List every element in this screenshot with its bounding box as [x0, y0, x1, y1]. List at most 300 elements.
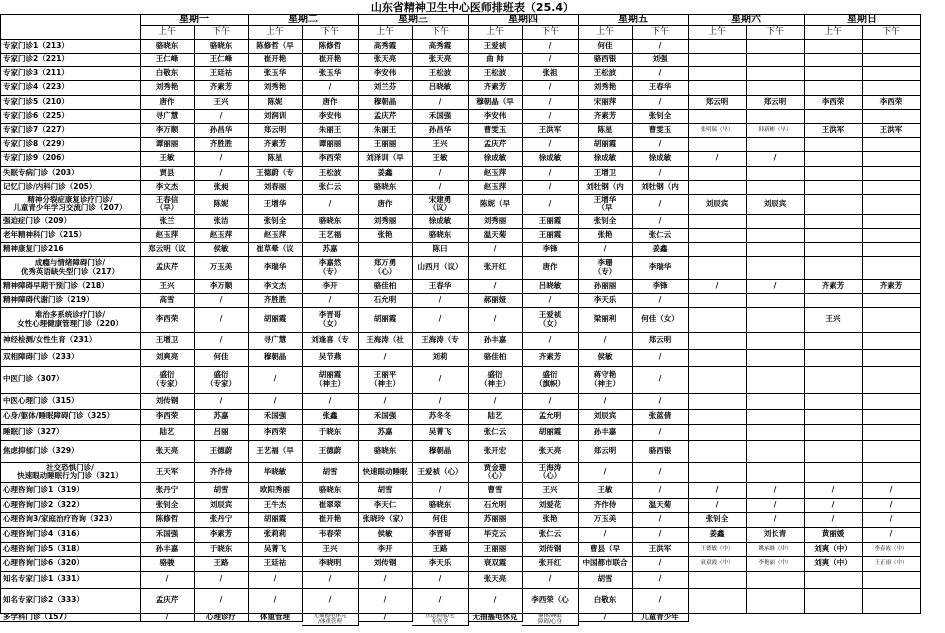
schedule-cell: 刘逢喜（专 [302, 332, 359, 350]
row-label: 多学科门诊（157） [0, 613, 141, 622]
schedule-cell: / [632, 349, 689, 367]
schedule-cell: 曲 帅 [468, 53, 523, 67]
schedule-cell: 徐成敏 [412, 214, 469, 229]
schedule-cell: 张天亮 [358, 53, 413, 67]
schedule-cell: / [862, 482, 921, 499]
schedule-cell [804, 571, 863, 589]
schedule-cell: 苏嘉 [194, 409, 249, 425]
schedule-cell: 李西荣 [804, 95, 863, 110]
schedule-cell [746, 293, 805, 308]
schedule-cell [862, 256, 921, 280]
half-header-pm: 下午 [194, 25, 249, 40]
day-header: 星期五 [578, 14, 689, 26]
schedule-cell: 王兴 [804, 307, 863, 333]
row-label: 老年精神科门诊（215） [0, 228, 141, 243]
half-header-am: 上午 [248, 25, 303, 40]
schedule-cell: / [412, 482, 469, 499]
schedule-cell: 李开 [358, 542, 413, 557]
schedule-cell [804, 349, 863, 367]
schedule-cell: / [468, 279, 523, 294]
schedule-cell: 孙昌华 [412, 123, 469, 138]
schedule-cell: 刘秀丽 [358, 214, 413, 229]
schedule-cell: 陈曰 [412, 242, 469, 257]
schedule-cell: 王德蔚 [302, 440, 359, 463]
schedule-cell: 吴菁飞 [248, 542, 303, 557]
schedule-cell: 寻广慧 [248, 332, 303, 350]
schedule-cell: 吴菁飞 [412, 424, 469, 441]
schedule-cell: 张丹宁 [140, 482, 195, 499]
schedule-cell: / [412, 366, 469, 394]
schedule-cell: 张开红 [468, 256, 523, 280]
schedule-cell [862, 109, 921, 124]
schedule-cell: / [522, 39, 579, 54]
schedule-cell: 侯敏 [578, 349, 633, 367]
schedule-cell: 刘传钢 [358, 556, 413, 572]
schedule-cell: 骆晓东 [412, 228, 469, 243]
schedule-cell: 齐作侍 [194, 462, 249, 483]
schedule-cell: 王正雨（中） [862, 556, 921, 572]
schedule-cell: / [632, 588, 689, 614]
sheet-title: 山东省精神卫生中心医师排班表（25.4） [370, 1, 575, 14]
row-label: 心理咨询3/家庭治疗咨询（323） [0, 512, 141, 528]
schedule-cell [746, 393, 805, 410]
schedule-cell: 王廷祜 [194, 66, 249, 81]
schedule-cell: 李天仁 [358, 498, 413, 513]
schedule-cell: 朱丽王 [302, 123, 359, 138]
schedule-cell: 胡雪 [302, 462, 359, 483]
schedule-cell: 于晓东 [302, 424, 359, 441]
half-header-pm: 下午 [632, 25, 689, 40]
schedule-cell [804, 228, 863, 243]
schedule-cell: 赵玉萍 [248, 228, 303, 243]
schedule-cell: 胡雪 [358, 482, 413, 499]
schedule-cell: 齐素芳 [522, 349, 579, 367]
schedule-cell [804, 242, 863, 257]
schedule-cell: / [862, 527, 921, 543]
schedule-cell: / [632, 393, 689, 410]
schedule-cell: 张钊全 [578, 214, 633, 229]
schedule-cell [862, 180, 921, 195]
schedule-cell: / [522, 80, 579, 96]
schedule-cell: 刘长青 [746, 527, 805, 543]
row-label: 中医门诊（307） [0, 366, 141, 394]
row-label: 专家门诊3（211） [0, 66, 141, 81]
schedule-cell: / [746, 151, 805, 167]
schedule-cell [746, 571, 805, 589]
row-label: 专家门诊6（225） [0, 109, 141, 124]
schedule-cell [688, 109, 747, 124]
schedule-cell: 王敏 [412, 151, 469, 167]
schedule-cell: / [522, 332, 579, 350]
schedule-cell [804, 256, 863, 280]
schedule-cell: 何佳 [578, 39, 633, 54]
schedule-cell: 万玉美 [194, 256, 249, 280]
schedule-cell: / [194, 109, 249, 124]
half-header-pm: 下午 [522, 25, 579, 40]
schedule-cell: 刘传钢 [140, 393, 195, 410]
schedule-cell: 穆朝晶（早 [468, 95, 523, 110]
schedule-cell: 陈修哲（早 [248, 39, 303, 54]
schedule-cell: 王路 [194, 556, 249, 572]
schedule-cell: / [632, 39, 689, 54]
schedule-cell: / [194, 588, 249, 614]
schedule-cell: 宋丽萍 [578, 95, 633, 110]
schedule-cell [746, 332, 805, 350]
schedule-cell: 李锋 [632, 279, 689, 294]
schedule-cell: 毕克云 [468, 527, 523, 543]
schedule-cell: 王仁峰 [140, 53, 195, 67]
schedule-cell [862, 307, 921, 333]
schedule-cell: / [358, 613, 413, 622]
schedule-cell: / [632, 293, 689, 308]
schedule-cell: 王爱祯 [468, 39, 523, 54]
row-label: 社交恐惧门诊/ 快速眼动睡眠行为门诊（321） [0, 462, 141, 483]
row-label: 成瘾与情绪障碍门诊/ 优秀英语缺失型门诊（217） [0, 256, 141, 280]
schedule-cell: 陈妮 [194, 194, 249, 215]
schedule-cell [688, 242, 747, 257]
schedule-cell: / [522, 109, 579, 124]
schedule-cell: / [632, 571, 689, 589]
day-header: 星期四 [468, 14, 579, 26]
schedule-cell: 王丽霞 [522, 214, 579, 229]
row-label: 专家门诊5（210） [0, 95, 141, 110]
schedule-cell: 孙丰嘉 [578, 424, 633, 441]
schedule-cell: 梁丽利 [578, 307, 633, 333]
schedule-cell: 王洪军 [804, 123, 863, 138]
schedule-cell: / [358, 588, 413, 614]
schedule-cell: 骆晓东 [194, 39, 249, 54]
schedule-cell: 孟庆芹 [358, 109, 413, 124]
schedule-cell [862, 66, 921, 81]
schedule-cell [804, 440, 863, 463]
schedule-cell: 李文杰 [248, 279, 303, 294]
schedule-cell: 刘春丽 [248, 180, 303, 195]
schedule-cell: 骆晓东 [302, 482, 359, 499]
schedule-cell: 崔开艳 [302, 512, 359, 528]
schedule-cell: / [632, 66, 689, 81]
schedule-cell: 曹雯玉 [468, 123, 523, 138]
schedule-cell: / [522, 571, 579, 589]
schedule-cell: 张钊全 [248, 214, 303, 229]
schedule-cell: 山西月（议） [412, 256, 469, 280]
schedule-cell: 李西荣 [140, 307, 195, 333]
schedule-cell: / [358, 349, 413, 367]
schedule-cell: 吕晓敏 [412, 80, 469, 96]
row-label: 记忆门诊/内科门诊（205） [0, 180, 141, 195]
row-label: 精神障碍代谢门诊（219） [0, 293, 141, 308]
schedule-cell: 骆晓东 [358, 180, 413, 195]
schedule-cell: 衰双霞（中） [688, 556, 747, 572]
schedule-cell: 孙丽丽 [578, 279, 633, 294]
schedule-cell: 胡丽霞 [248, 512, 303, 528]
schedule-cell: 李春霞（中） [862, 542, 921, 557]
schedule-cell: / [522, 53, 579, 67]
schedule-cell: 刘牡钢（内 [632, 180, 689, 195]
schedule-cell: 穆朝晶 [412, 440, 469, 463]
schedule-cell: 胡雪 [578, 571, 633, 589]
schedule-cell: 寻广慧 [140, 109, 195, 124]
schedule-cell [804, 588, 863, 614]
schedule-cell: 赵玉萍 [468, 180, 523, 195]
schedule-cell: 孟庆芹 [468, 137, 523, 152]
row-label: 知名专家门诊2（333） [0, 588, 141, 614]
schedule-cell: 禾国强 [248, 409, 303, 425]
schedule-cell: 禾国强 [140, 527, 195, 543]
schedule-cell: 陈修哲 [302, 39, 359, 54]
schedule-cell [804, 332, 863, 350]
schedule-cell: 王丽霞 [522, 228, 579, 243]
row-label: 难治多系统诊疗门诊/ 女性心理健康管理门诊（220） [0, 307, 141, 333]
schedule-cell: 王洪军 [522, 123, 579, 138]
schedule-cell [862, 424, 921, 441]
schedule-cell: / [522, 293, 579, 308]
schedule-cell: 刘秀艳 [248, 80, 303, 96]
schedule-cell: 齐胜胜 [248, 293, 303, 308]
schedule-cell: 孙丰嘉 [468, 332, 523, 350]
schedule-cell: / [412, 571, 469, 589]
schedule-cell: 张莉莉 [248, 527, 303, 543]
row-label: 焦虑抑郁门诊（329） [0, 440, 141, 463]
schedule-cell: 心理诊疗 [194, 613, 249, 622]
schedule-cell: 张开宏 [468, 440, 523, 463]
schedule-cell: / [578, 393, 633, 410]
row-label: 心身/躯体/睡眠障碍门诊（325） [0, 409, 141, 425]
schedule-cell: 刘辰宾 [746, 194, 805, 215]
schedule-cell [862, 151, 921, 167]
schedule-cell: 王兴 [522, 482, 579, 499]
schedule-cell [862, 39, 921, 54]
schedule-cell [746, 409, 805, 425]
schedule-cell: 张钊全 [140, 498, 195, 513]
schedule-cell [688, 462, 747, 483]
schedule-cell: 王增华 （早 [578, 194, 633, 215]
day-header: 星期三 [358, 14, 469, 26]
schedule-cell: 李晋哥 [412, 527, 469, 543]
schedule-cell [746, 180, 805, 195]
half-header-am: 上午 [688, 25, 747, 40]
schedule-cell: 焦虑抑郁/老 年医学 [412, 613, 469, 626]
schedule-cell: 石允明 [468, 498, 523, 513]
schedule-cell [862, 588, 921, 614]
schedule-cell: 胡丽霞 [358, 307, 413, 333]
schedule-cell: 王海涛 （心） [522, 462, 579, 483]
schedule-cell [862, 440, 921, 463]
schedule-cell: / [302, 80, 359, 96]
schedule-cell: 躯体/睡眠 障碍/心身 [522, 613, 579, 626]
schedule-cell [862, 366, 921, 394]
half-header-am: 上午 [804, 25, 863, 40]
schedule-cell: / [194, 393, 249, 410]
schedule-cell: 徐成敏 [578, 151, 633, 167]
schedule-cell: 苏嘉 [358, 424, 413, 441]
schedule-cell: 骆西银 [632, 440, 689, 463]
schedule-cell: 李西荣 [862, 95, 921, 110]
schedule-cell: / [804, 512, 863, 528]
schedule-cell: 骆佳柏 [358, 279, 413, 294]
schedule-cell [688, 53, 747, 67]
schedule-cell: 张天亮 [412, 53, 469, 67]
schedule-cell: / [302, 194, 359, 215]
schedule-cell: / [248, 571, 303, 589]
schedule-cell [804, 409, 863, 425]
schedule-cell: 刘秀艳 [578, 80, 633, 96]
schedule-cell [804, 214, 863, 229]
schedule-cell: 王敏 [140, 151, 195, 167]
schedule-cell: 王春华 [412, 279, 469, 294]
schedule-cell: 何佳 [412, 512, 469, 528]
schedule-cell: 于晓东 [194, 542, 249, 557]
schedule-cell: / [412, 293, 469, 308]
schedule-cell: 胡雪 [194, 482, 249, 499]
schedule-cell [804, 53, 863, 67]
schedule-cell: / [632, 166, 689, 181]
schedule-cell: 何佳 [194, 349, 249, 367]
schedule-cell: / [194, 293, 249, 308]
schedule-cell: 骆骏 [140, 556, 195, 572]
row-label: 专家门诊8（229） [0, 137, 141, 152]
schedule-cell: 赵玉萍 [468, 166, 523, 181]
schedule-cell: 张天亮 [140, 440, 195, 463]
schedule-cell: / [578, 613, 633, 622]
schedule-cell [862, 228, 921, 243]
day-header: 星期六 [688, 14, 805, 26]
schedule-cell: 王兴 [412, 137, 469, 152]
schedule-cell [688, 80, 747, 96]
schedule-cell: / [862, 512, 921, 528]
schedule-cell: / [194, 332, 249, 350]
schedule-cell: / [248, 588, 303, 614]
schedule-cell: 刘泽训（早 [358, 151, 413, 167]
header-corner [0, 14, 141, 40]
schedule-cell: / [522, 166, 579, 181]
schedule-cell: 禾国强 [412, 109, 469, 124]
schedule-cell: 胡丽霞 [578, 137, 633, 152]
half-header-am: 上午 [578, 25, 633, 40]
schedule-cell: 刘润训 [248, 109, 303, 124]
schedule-cell: 李晓明 [302, 556, 359, 572]
schedule-cell: 盛衍 （专家） [140, 366, 195, 394]
schedule-cell: 张玉华 [302, 66, 359, 81]
schedule-cell: 唐作 [140, 95, 195, 110]
schedule-cell: 郑云明 [746, 95, 805, 110]
schedule-cell: 吴节燕 [302, 349, 359, 367]
schedule-cell: 齐作侍 [578, 498, 633, 513]
schedule-cell: 曹雯玉 [632, 123, 689, 138]
schedule-cell: 穆朝晶 [358, 95, 413, 110]
schedule-cell: 吕晓敏 [522, 279, 579, 294]
schedule-cell: 曹雪 [468, 482, 523, 499]
schedule-cell: 王德蔚（专 [248, 166, 303, 181]
schedule-cell: 王艺福（早 [248, 440, 303, 463]
half-header-pm: 下午 [302, 25, 359, 40]
schedule-cell: 体重管理 [248, 613, 303, 622]
schedule-cell [688, 214, 747, 229]
schedule-cell: 侯敏 [358, 527, 413, 543]
schedule-cell: 王松波 [412, 66, 469, 81]
schedule-cell: 吕丽 [194, 424, 249, 441]
schedule-cell: / [746, 512, 805, 528]
schedule-cell: 李万顺 [140, 123, 195, 138]
schedule-cell: 齐胜胜 [194, 137, 249, 152]
schedule-cell: 刘莉 [412, 349, 469, 367]
row-label: 心理咨询门诊2（322） [0, 498, 141, 513]
schedule-cell: 姜鑫 [358, 166, 413, 181]
schedule-cell [746, 613, 805, 614]
schedule-cell: 唐作 [522, 256, 579, 280]
schedule-cell: 唐作 [358, 194, 413, 215]
schedule-cell: 郑云明（议 [140, 242, 195, 257]
schedule-cell [862, 332, 921, 350]
schedule-cell: 王天军 [140, 462, 195, 483]
schedule-cell: 张鑫 [302, 409, 359, 425]
schedule-cell: 无抽搐电休克 /体重管理 [302, 613, 359, 626]
schedule-cell: 李万顺 [194, 279, 249, 294]
schedule-cell: 苏丽丽 [468, 512, 523, 528]
schedule-cell: 贾金珊 （心） [468, 462, 523, 483]
row-label: 专家门诊4（223） [0, 80, 141, 96]
schedule-cell [688, 180, 747, 195]
schedule-cell: 张仁云 [302, 180, 359, 195]
schedule-cell: / [632, 137, 689, 152]
schedule-cell [746, 307, 805, 333]
schedule-cell: 张天亮 [522, 440, 579, 463]
schedule-cell: / [746, 482, 805, 499]
schedule-cell: 温天菊 [468, 228, 523, 243]
schedule-cell: 王兴 [140, 279, 195, 294]
schedule-cell: 张钊全 [688, 512, 747, 528]
schedule-cell: 李安伟 [302, 109, 359, 124]
schedule-cell: 蒋守艳 （神主） [578, 366, 633, 394]
schedule-cell [746, 53, 805, 67]
schedule-cell [746, 588, 805, 614]
schedule-cell: 温天菊 [632, 498, 689, 513]
schedule-cell [688, 613, 747, 614]
schedule-cell [688, 424, 747, 441]
row-label: 精神障碍早期干预门诊（218） [0, 279, 141, 294]
schedule-cell: 姜鑫 [688, 527, 747, 543]
schedule-cell: 崔草晕（议 [248, 242, 303, 257]
schedule-cell [862, 53, 921, 67]
row-label: 强迫症门诊（209） [0, 214, 141, 229]
schedule-cell: 李锋 [522, 242, 579, 257]
schedule-cell: 王爱祯（心） [412, 462, 469, 483]
schedule-cell: 王增卫 [140, 332, 195, 350]
schedule-cell: 齐素芳 [468, 80, 523, 96]
schedule-cell [746, 137, 805, 152]
row-label: 精神康复门诊216 [0, 242, 141, 257]
schedule-cell [746, 366, 805, 394]
schedule-cell: / [194, 151, 249, 167]
schedule-cell: 李开 [302, 279, 359, 294]
schedule-cell: 郑万勇 （心） [358, 256, 413, 280]
schedule-cell [862, 613, 921, 614]
schedule-cell [804, 151, 863, 167]
schedule-cell: 徐成敏 [522, 151, 579, 167]
schedule-cell: 盛衍 （专家） [194, 366, 249, 394]
schedule-cell [804, 462, 863, 483]
schedule-cell: / [578, 462, 633, 483]
schedule-cell: 王丽平 （神主） [358, 366, 413, 394]
schedule-cell: / [248, 366, 303, 394]
schedule-cell [804, 180, 863, 195]
schedule-cell: / [140, 613, 195, 622]
schedule-cell: / [412, 166, 469, 181]
row-label: 专家门诊2（221） [0, 53, 141, 67]
schedule-cell: 王增卫 [578, 166, 633, 181]
schedule-cell: 禾国强 [358, 409, 413, 425]
schedule-cell: 高秀霞 [358, 39, 413, 54]
schedule-cell: 张洁 [194, 214, 249, 229]
